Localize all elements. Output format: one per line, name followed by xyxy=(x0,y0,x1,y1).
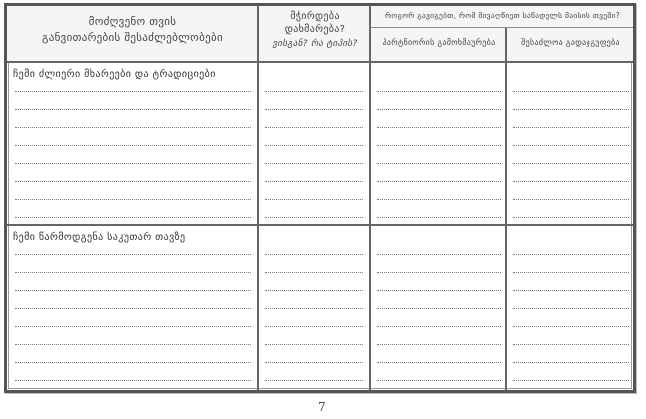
header-cell-regrouping xyxy=(508,30,633,60)
writing-line[interactable] xyxy=(377,163,501,164)
writing-line[interactable] xyxy=(15,362,251,363)
writing-line[interactable] xyxy=(265,308,363,309)
writing-line[interactable] xyxy=(513,181,629,182)
writing-line[interactable] xyxy=(377,290,501,291)
writing-line[interactable] xyxy=(513,109,629,110)
writing-line[interactable] xyxy=(513,308,629,309)
writing-line[interactable] xyxy=(513,199,629,200)
writing-line[interactable] xyxy=(15,308,251,309)
header-cell-help xyxy=(260,10,370,60)
header-help-line2: დახმარება? xyxy=(284,24,346,35)
writing-line[interactable] xyxy=(265,181,363,182)
writing-line[interactable] xyxy=(377,127,501,128)
header-cell-partner-feedback xyxy=(372,30,506,60)
writing-line[interactable] xyxy=(513,217,629,218)
writing-line[interactable] xyxy=(15,344,251,345)
writing-line[interactable] xyxy=(513,127,629,128)
writing-line[interactable] xyxy=(377,272,501,273)
writing-line[interactable] xyxy=(15,254,251,255)
header-bottom-divider xyxy=(7,61,633,63)
header-partner-feedback: პარტნიორის გამოხმაურება xyxy=(382,38,496,47)
writing-line[interactable] xyxy=(15,199,251,200)
writing-line[interactable] xyxy=(15,217,251,218)
writing-line[interactable] xyxy=(513,326,629,327)
writing-line[interactable] xyxy=(15,127,251,128)
writing-line[interactable] xyxy=(377,254,501,255)
writing-line[interactable] xyxy=(15,163,251,164)
header-goals-line2: განვითარების შესაძლებლობები xyxy=(42,31,223,44)
writing-line[interactable] xyxy=(513,290,629,291)
header-goals-line1: მოძღვენო თვის xyxy=(88,15,177,28)
writing-line[interactable] xyxy=(265,109,363,110)
writing-line[interactable] xyxy=(265,344,363,345)
table-inner-frame xyxy=(8,7,632,389)
column-divider-1 xyxy=(257,6,259,390)
writing-line[interactable] xyxy=(15,145,251,146)
writing-line[interactable] xyxy=(265,272,363,273)
column-divider-3 xyxy=(505,28,507,390)
writing-line[interactable] xyxy=(15,181,251,182)
writing-line[interactable] xyxy=(513,163,629,164)
section-title-self-image: ჩემი წარმოდგენა საკუთარ თავზე xyxy=(13,232,186,243)
writing-line[interactable] xyxy=(513,91,629,92)
writing-line[interactable] xyxy=(377,362,501,363)
writing-line[interactable] xyxy=(513,272,629,273)
writing-line[interactable] xyxy=(265,91,363,92)
writing-line[interactable] xyxy=(377,308,501,309)
writing-line[interactable] xyxy=(15,290,251,291)
column-divider-2 xyxy=(369,6,371,390)
header-group-title: როგორ გავიგებთ, რომ მივაღწიეთ საწადელს მაისის თვეში? xyxy=(384,11,621,20)
writing-line[interactable] xyxy=(265,145,363,146)
writing-line[interactable] xyxy=(265,127,363,128)
writing-line[interactable] xyxy=(265,326,363,327)
writing-line[interactable] xyxy=(265,199,363,200)
writing-line[interactable] xyxy=(377,380,501,381)
writing-line[interactable] xyxy=(513,254,629,255)
header-help-line1: მჭირდება xyxy=(290,11,340,22)
writing-line[interactable] xyxy=(15,91,251,92)
writing-line[interactable] xyxy=(377,109,501,110)
header-group-success-criteria xyxy=(372,8,633,26)
writing-line[interactable] xyxy=(265,290,363,291)
writing-line[interactable] xyxy=(513,145,629,146)
header-help-line3: ვისგან? რა ტიპის? xyxy=(272,39,358,49)
writing-line[interactable] xyxy=(265,217,363,218)
writing-line[interactable] xyxy=(265,254,363,255)
writing-line[interactable] xyxy=(377,344,501,345)
section-title-strengths: ჩემი ძლიერი მხარეები და ტრადიციები xyxy=(13,69,216,80)
writing-line[interactable] xyxy=(377,326,501,327)
writing-line[interactable] xyxy=(377,181,501,182)
writing-line[interactable] xyxy=(513,344,629,345)
writing-line[interactable] xyxy=(15,326,251,327)
writing-line[interactable] xyxy=(265,163,363,164)
page-number: 7 xyxy=(318,400,326,414)
writing-line[interactable] xyxy=(15,109,251,110)
header-cell-goals xyxy=(7,14,258,58)
writing-line[interactable] xyxy=(15,380,251,381)
writing-line[interactable] xyxy=(265,380,363,381)
header-regrouping: შესაძლოა გადაჯგუფება xyxy=(521,38,620,47)
writing-line[interactable] xyxy=(377,91,501,92)
development-plan-table xyxy=(4,3,636,393)
writing-line[interactable] xyxy=(513,362,629,363)
writing-line[interactable] xyxy=(513,380,629,381)
writing-line[interactable] xyxy=(15,272,251,273)
writing-line[interactable] xyxy=(377,217,501,218)
writing-line[interactable] xyxy=(377,145,501,146)
section-divider xyxy=(7,224,633,226)
writing-line[interactable] xyxy=(377,199,501,200)
writing-line[interactable] xyxy=(265,362,363,363)
header-group-divider xyxy=(371,27,633,28)
